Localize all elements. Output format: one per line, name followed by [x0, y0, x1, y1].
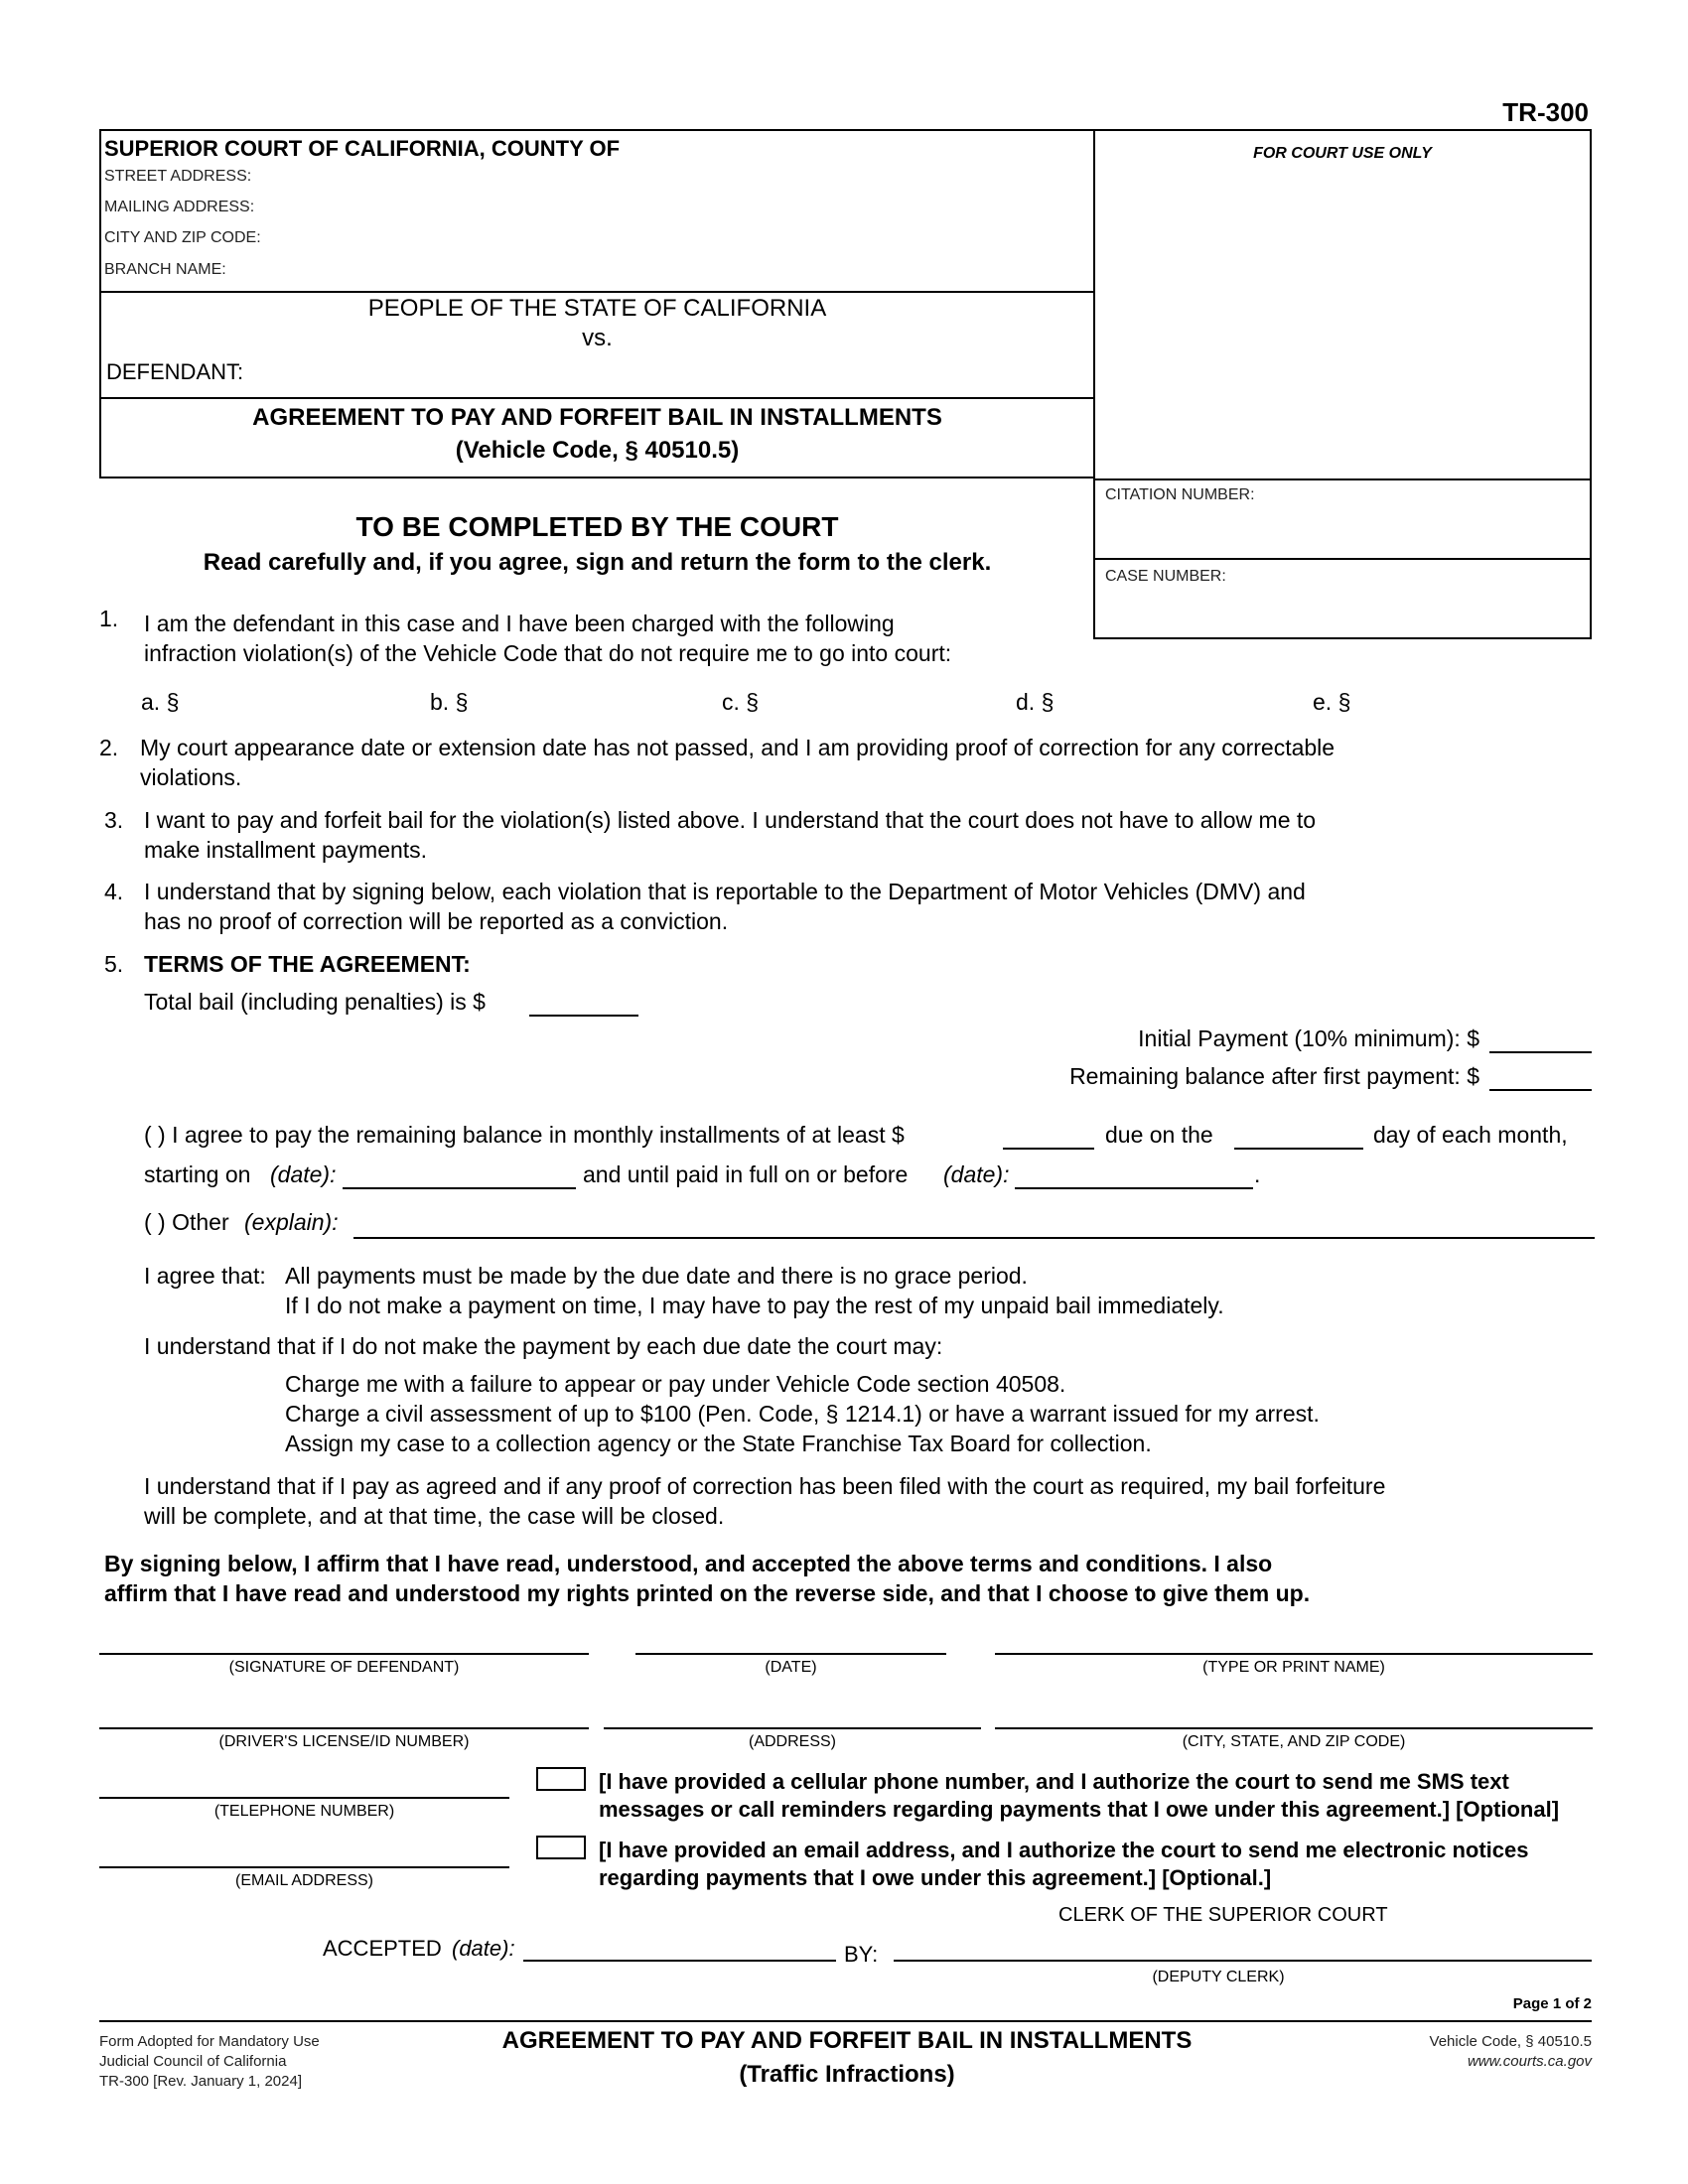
people-label: PEOPLE OF THE STATE OF CALIFORNIA	[367, 295, 827, 322]
divider-case	[1093, 558, 1592, 560]
end-date-field[interactable]	[1015, 1187, 1253, 1189]
email-caption: (EMAIL ADDRESS)	[235, 1872, 373, 1889]
date-caption: (DATE)	[765, 1659, 817, 1676]
day-of-month-label: day of each month,	[1373, 1122, 1568, 1148]
intro-subheading: Read carefully and, if you agree, sign and return the form to the clerk.	[203, 549, 992, 576]
monthly-amount-field[interactable]	[1003, 1148, 1094, 1150]
divider-parties	[99, 291, 1095, 293]
until-date-label: (date):	[943, 1161, 1010, 1187]
starting-date-label: (date):	[270, 1161, 337, 1187]
court-use-box	[1093, 129, 1592, 480]
address-caption: (ADDRESS)	[748, 1733, 836, 1750]
footer-right-2: www.courts.ca.gov	[1467, 2053, 1592, 2070]
initial-payment-field[interactable]	[1489, 1051, 1592, 1053]
total-bail-label: Total bail (including penalties) is $	[144, 989, 486, 1015]
item-4-line-2: has no proof of correction will be reported as a conviction.	[144, 908, 729, 934]
item-1-number: 1.	[99, 606, 119, 631]
footer-subtitle: (Traffic Infractions)	[739, 2061, 955, 2088]
item-5-number: 5.	[104, 951, 124, 977]
case-number-label: CASE NUMBER:	[1105, 568, 1226, 585]
violation-b: b. §	[430, 689, 469, 715]
page-number: Page 1 of 2	[1512, 1995, 1592, 2012]
other-option-label[interactable]: ( ) Other	[144, 1209, 229, 1235]
form-title-code: (Vehicle Code, § 40510.5)	[455, 437, 740, 464]
email-consent-line-1: [I have provided an email address, and I authorize the court to send me electronic notices	[599, 1838, 1529, 1862]
item-4-number: 4.	[104, 879, 124, 904]
starting-label: starting on	[144, 1161, 251, 1187]
violation-d: d. §	[1016, 689, 1055, 715]
email-consent-line-2: regarding payments that I owe under this agreement.] [Optional.]	[599, 1865, 1272, 1890]
date-field[interactable]	[635, 1653, 946, 1655]
city-zip-label: CITY AND ZIP CODE:	[104, 229, 261, 246]
terms-heading: TERMS OF THE AGREEMENT:	[144, 951, 471, 977]
total-bail-field[interactable]	[529, 1015, 638, 1017]
drivers-license-field[interactable]	[99, 1727, 589, 1729]
explain-label: (explain):	[244, 1209, 339, 1235]
footer-left-1: Form Adopted for Mandatory Use	[99, 2033, 320, 2050]
footer-rule	[99, 2020, 1592, 2022]
street-address-label: STREET ADDRESS:	[104, 168, 252, 185]
address-field[interactable]	[604, 1727, 981, 1729]
defendant-label: DEFENDANT:	[106, 359, 244, 384]
accepted-date-label: (date):	[452, 1936, 515, 1961]
start-date-field[interactable]	[343, 1187, 576, 1189]
item-3-line-2: make installment payments.	[144, 837, 428, 863]
city-state-zip-field[interactable]	[995, 1727, 1593, 1729]
deputy-clerk-caption: (DEPUTY CLERK)	[1152, 1969, 1285, 1985]
item-1-line-1: I am the defendant in this case and I have been charged with the following	[144, 611, 895, 636]
court-use-label: FOR COURT USE ONLY	[1253, 145, 1432, 162]
complete-line-2: will be complete, and at that time, the case will be closed.	[144, 1503, 725, 1529]
print-name-caption: (TYPE OR PRINT NAME)	[1202, 1659, 1385, 1676]
due-on-label: due on the	[1105, 1122, 1213, 1148]
item-2-number: 2.	[99, 735, 119, 760]
monthly-option-label[interactable]: ( ) I agree to pay the remaining balance in monthly installments of at least $	[144, 1122, 905, 1148]
court-name: SUPERIOR COURT OF CALIFORNIA, COUNTY OF	[104, 136, 621, 161]
item-4-line-1: I understand that by signing below, each violation that is reportable to the Department of Motor Vehicles (DMV) and	[144, 879, 1306, 904]
accepted-date-field[interactable]	[523, 1960, 836, 1962]
item-2-line-2: violations.	[140, 764, 242, 790]
print-name-field[interactable]	[995, 1653, 1593, 1655]
sms-consent-line-2: messages or call reminders regarding payments that I owe under this agreement.] [Optional]	[599, 1797, 1560, 1822]
violation-c: c. §	[722, 689, 760, 715]
by-label: BY:	[844, 1942, 879, 1967]
affirm-line-2: affirm that I have read and understood my rights printed on the reverse side, and that I choose to give them up.	[104, 1580, 1311, 1606]
vs-label: vs.	[582, 325, 613, 351]
footer-left-3: TR-300 [Rev. January 1, 2024]	[99, 2073, 302, 2090]
court-may-label: I understand that if I do not make the payment by each due date the court may:	[144, 1333, 943, 1359]
deputy-clerk-field[interactable]	[894, 1960, 1592, 1962]
initial-payment-label: Initial Payment (10% minimum): $	[1138, 1025, 1479, 1051]
drivers-license-caption: (DRIVER'S LICENSE/ID NUMBER)	[218, 1733, 470, 1750]
complete-line-1: I understand that if I pay as agreed and if any proof of correction has been filed with the court as required, my bail forfeiture	[144, 1473, 1386, 1499]
form-id: TR-300	[1502, 97, 1589, 127]
violation-e: e. §	[1313, 689, 1351, 715]
telephone-caption: (TELEPHONE NUMBER)	[213, 1803, 395, 1820]
footer-title: AGREEMENT TO PAY AND FORFEIT BAIL IN INSTALLMENTS	[501, 2027, 1193, 2054]
mailing-address-label: MAILING ADDRESS:	[104, 199, 255, 215]
city-state-zip-caption: (CITY, STATE, AND ZIP CODE)	[1182, 1733, 1406, 1750]
signature-caption: (SIGNATURE OF DEFENDANT)	[228, 1659, 460, 1676]
item-3-number: 3.	[104, 807, 124, 833]
agree-that-label: I agree that:	[144, 1263, 266, 1289]
agree-line-2: If I do not make a payment on time, I may have to pay the rest of my unpaid bail immediately.	[285, 1293, 1224, 1318]
remaining-balance-field[interactable]	[1489, 1089, 1592, 1091]
item-2-line-1: My court appearance date or extension date has not passed, and I am providing proof of correction for any correctable	[140, 735, 1336, 760]
item-1-line-2: infraction violation(s) of the Vehicle Code that do not require me to go into court:	[144, 640, 952, 666]
until-label: and until paid in full on or before	[583, 1161, 909, 1187]
footer-right-1: Vehicle Code, § 40510.5	[1429, 2033, 1592, 2050]
intro-heading: TO BE COMPLETED BY THE COURT	[355, 511, 839, 542]
court-may-2: Charge a civil assessment of up to $100 (Pen. Code, § 1214.1) or have a warrant issued for my arrest.	[285, 1401, 1320, 1427]
sms-consent-checkbox[interactable]	[536, 1767, 586, 1791]
citation-number-label: CITATION NUMBER:	[1105, 486, 1255, 503]
affirm-line-1: By signing below, I affirm that I have read, understood, and accepted the above terms and conditions. I also	[104, 1551, 1273, 1576]
remaining-balance-label: Remaining balance after first payment: $	[1069, 1063, 1479, 1089]
telephone-field[interactable]	[99, 1797, 509, 1799]
accepted-label: ACCEPTED	[323, 1936, 442, 1961]
form-title: AGREEMENT TO PAY AND FORFEIT BAIL IN INSTALLMENTS	[252, 404, 942, 431]
signature-field[interactable]	[99, 1653, 589, 1655]
clerk-label: CLERK OF THE SUPERIOR COURT	[1058, 1904, 1388, 1926]
sms-consent-line-1: [I have provided a cellular phone number, and I authorize the court to send me SMS text	[599, 1769, 1509, 1794]
court-may-3: Assign my case to a collection agency or the State Franchise Tax Board for collection.	[285, 1431, 1152, 1456]
branch-name-label: BRANCH NAME:	[104, 261, 226, 278]
other-explain-field[interactable]	[353, 1237, 1595, 1239]
due-day-field[interactable]	[1234, 1148, 1363, 1150]
divider-title	[99, 397, 1095, 399]
end-period: .	[1254, 1161, 1261, 1187]
footer-left-2: Judicial Council of California	[99, 2053, 287, 2070]
violation-a: a. §	[141, 689, 180, 715]
email-consent-checkbox[interactable]	[536, 1836, 586, 1859]
court-may-1: Charge me with a failure to appear or pay under Vehicle Code section 40508.	[285, 1371, 1066, 1397]
email-field[interactable]	[99, 1866, 509, 1868]
agree-line-1: All payments must be made by the due date and there is no grace period.	[285, 1263, 1028, 1289]
item-3-line-1: I want to pay and forfeit bail for the violation(s) listed above. I understand that the court does not have to allow me to	[144, 807, 1317, 833]
